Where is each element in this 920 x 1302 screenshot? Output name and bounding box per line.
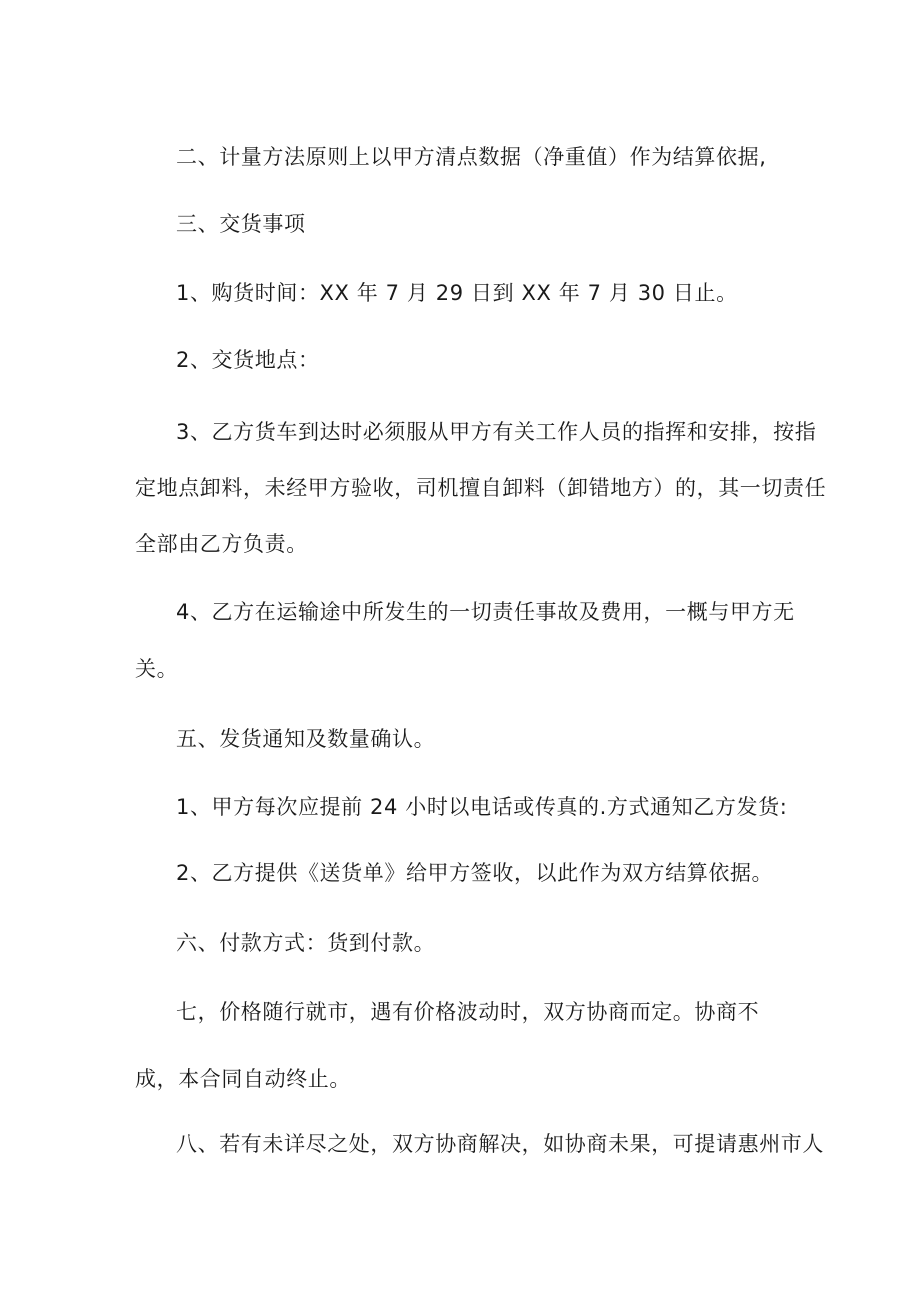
item-advance-notice: 1、甲方每次应提前 24 小时以电话或传真的.方式通知乙方发货: <box>176 795 788 819</box>
item-delivery-location: 2、交货地点： <box>176 348 320 372</box>
item-truck-arrival-line-1: 3、乙方货车到达时必须服从甲方有关工作人员的指挥和安排，按指 <box>176 420 817 444</box>
section-price-line-2: 成，本合同自动终止。 <box>135 1067 351 1091</box>
item-truck-arrival-line-2: 定地点卸料，未经甲方验收，司机擅自卸料（卸错地方）的，其一切责任 <box>135 476 827 500</box>
section-payment-method: 六、付款方式：货到付款。 <box>176 931 436 955</box>
item-truck-arrival-line-3: 全部由乙方负责。 <box>135 532 308 556</box>
item-transport-liability-line-1: 4、乙方在运输途中所发生的一切责任事故及费用，一概与甲方无 <box>176 600 795 624</box>
section-price-line-1: 七，价格随行就市，遇有价格波动时，双方协商而定。协商不 <box>176 1000 760 1024</box>
section-delivery-items-heading: 三、交货事项 <box>176 212 306 236</box>
item-purchase-time: 1、购货时间：XX 年 7 月 29 日到 XX 年 7 月 30 日止。 <box>176 281 738 305</box>
item-delivery-note: 2、乙方提供《送货单》给甲方签收，以此作为双方结算依据。 <box>176 861 774 885</box>
item-transport-liability-line-2: 关。 <box>135 657 179 681</box>
section-shipping-notice-heading: 五、发货通知及数量确认。 <box>176 727 436 751</box>
section-unresolved-matters: 八、若有未详尽之处，双方协商解决，如协商未果，可提请惠州市人 <box>176 1132 824 1156</box>
clause-measurement-method: 二、计量方法原则上以甲方清点数据（净重值）作为结算依据, <box>176 145 767 169</box>
